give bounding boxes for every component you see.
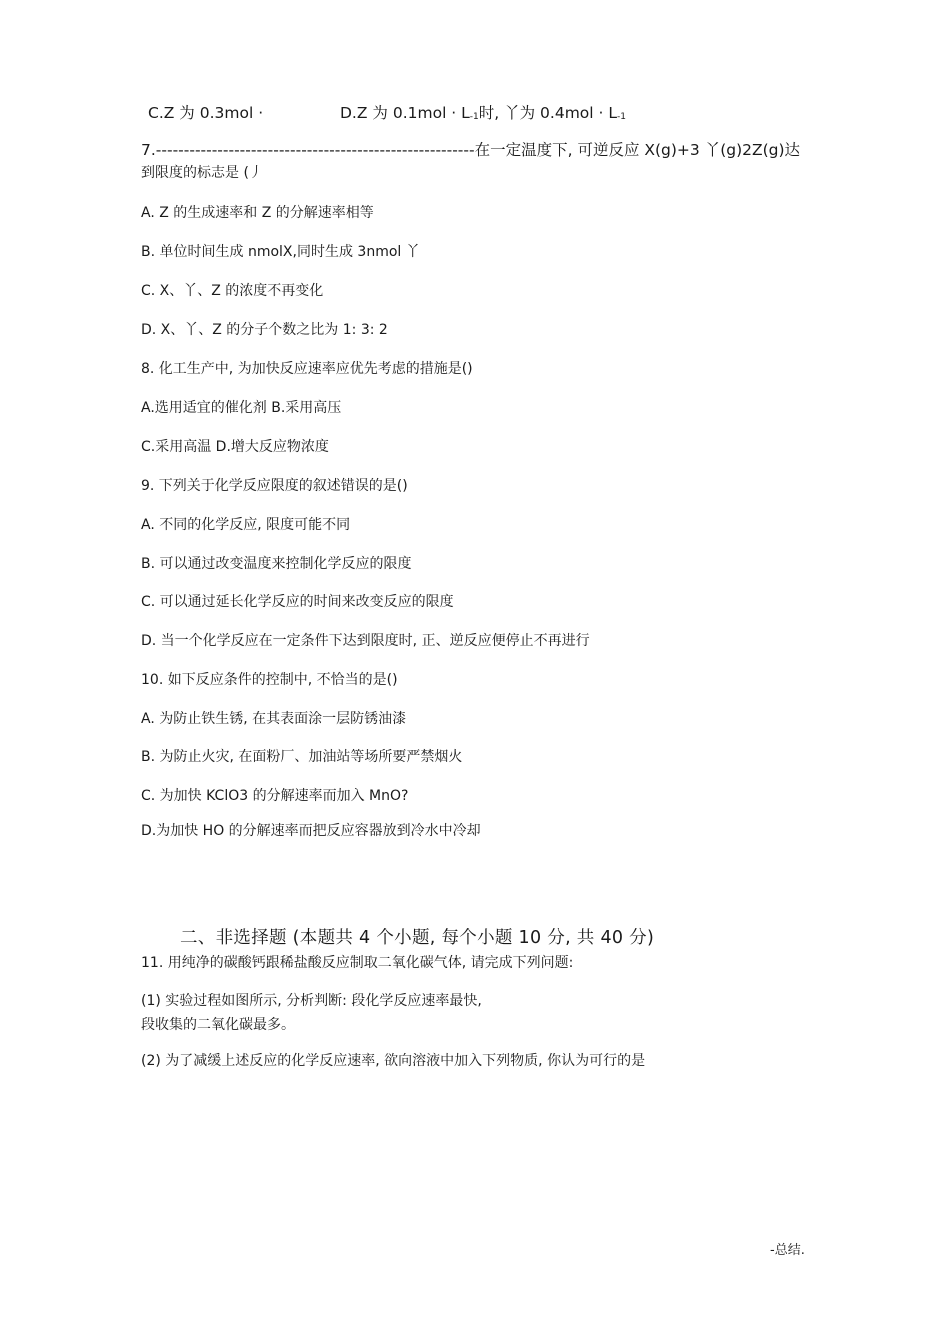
q10-stem: 10. 如下反应条件的控制中, 不恰当的是() [141, 672, 398, 688]
q9-option-c: C. 可以通过延长化学反应的时间来改变反应的限度 [141, 594, 454, 610]
q9-option-d: D. 当一个化学反应在一定条件下达到限度时, 正、逆反应便停止不再进行 [141, 633, 590, 649]
q11-part1-line2: 段收集的二氧化碳最多。 [141, 1017, 295, 1033]
section-heading: 二、非选择题 (本题共 4 个小题, 每个小题 10 分, 共 40 分) [180, 928, 655, 948]
unit-superscript: -1 [469, 112, 479, 122]
q7-stem-line2: 到限度的标志是 (丿 [141, 165, 263, 181]
option-c-prev: C.Z 为 0.3mol · [148, 104, 264, 122]
q10-option-b: B. 为防止火灾, 在面粉厂、加油站等场所要严禁烟火 [141, 749, 463, 765]
q11-stem: 11. 用纯净的碳酸钙跟稀盐酸反应制取二氧化碳气体, 请完成下列问题: [141, 955, 574, 971]
q7-option-c: C. X、丫、Z 的浓度不再变化 [141, 283, 324, 299]
option-d-text: D.Z 为 0.1mol · L [340, 104, 470, 122]
q9-stem: 9. 下列关于化学反应限度的叙述错误的是() [141, 478, 408, 494]
option-d-prev [340, 101, 626, 123]
q8-option-cd: C.采用高温 D.增大反应物浓度 [141, 439, 329, 455]
q10-option-a: A. 为防止铁生锈, 在其表面涂一层防锈油漆 [141, 711, 407, 727]
q7-option-a: A. Z 的生成速率和 Z 的分解速率相等 [141, 205, 374, 221]
q9-option-a: A. 不同的化学反应, 限度可能不同 [141, 517, 351, 533]
q7-option-d: D. X、丫、Z 的分子个数之比为 1: 3: 2 [141, 322, 388, 338]
q8-option-ab: A.选用适宜的催化剂 B.采用高压 [141, 400, 342, 416]
q11-part2: (2) 为了减缓上述反应的化学反应速率, 欲向溶液中加入下列物质, 你认为可行的是 [141, 1053, 646, 1069]
footer-note: -总结. [770, 1243, 805, 1258]
q7-option-b: B. 单位时间生成 nmolX,同时生成 3nmol 丫 [141, 244, 420, 260]
q10-option-c: C. 为加快 KClO3 的分解速率而加入 MnO? [141, 788, 409, 804]
q11-part1-line1: (1) 实验过程如图所示, 分析判断: 段化学反应速率最快, [141, 993, 482, 1009]
option-d-mid: 时, 丫为 0.4mol · L [478, 104, 618, 122]
q8-stem: 8. 化工生产中, 为加快反应速率应优先考虑的措施是() [141, 361, 473, 377]
q9-option-b: B. 可以通过改变温度来控制化学反应的限度 [141, 556, 412, 572]
q7-stem-line1: 7.---------------------------------------------------------在一定温度下, 可逆反应 X(g)+3 丫(g)2Z(g)达 [141, 141, 801, 159]
q10-option-d: D.为加快 HO 的分解速率而把反应容器放到冷水中冷却 [141, 823, 481, 839]
unit-superscript: -1 [617, 112, 627, 122]
